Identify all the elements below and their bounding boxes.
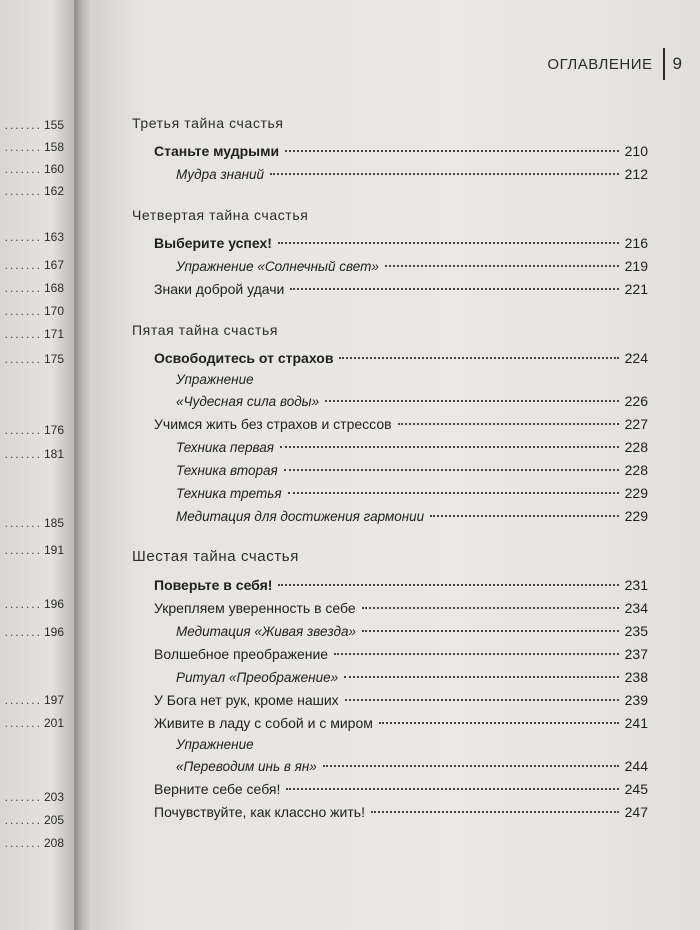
leader-dots: ....... <box>4 543 42 557</box>
entry-title: Почувствуйте, как классно жить! <box>154 804 365 820</box>
toc-entry <box>132 801 648 824</box>
leader-dots <box>288 492 619 494</box>
entry-page-number: 245 <box>624 781 648 797</box>
leader-dots: ....... <box>4 716 42 730</box>
leader-dots: ....... <box>4 258 42 272</box>
left-page-number: 163 <box>43 230 64 244</box>
left-page-number: 176 <box>43 423 64 437</box>
toc-entry <box>132 390 648 413</box>
entry-title: Медитация «Живая звезда» <box>176 624 356 639</box>
entry-page-number: 224 <box>624 350 648 366</box>
leader-dots: ....... <box>4 304 42 318</box>
entry-page-number: 231 <box>624 577 648 593</box>
left-page-entry <box>5 516 64 530</box>
toc-entry <box>132 370 648 390</box>
entry-title: Техника первая <box>176 440 274 455</box>
toc-entry <box>132 778 648 801</box>
entry-page-number: 226 <box>624 393 648 409</box>
entry-page-number: 212 <box>624 166 648 182</box>
leader-dots <box>362 607 619 609</box>
leader-dots: ....... <box>4 625 42 639</box>
entry-page-number: 219 <box>624 258 648 274</box>
left-page-number: 155 <box>43 118 64 132</box>
left-page-entry <box>5 625 64 639</box>
left-page-number: 158 <box>43 140 64 154</box>
left-page-entry <box>5 813 64 827</box>
entry-title: Укрепляем уверенность в себе <box>154 600 356 616</box>
leader-dots <box>344 676 619 678</box>
entry-page-number: 210 <box>624 143 648 159</box>
left-page-number: 181 <box>43 447 64 461</box>
left-page-entry <box>5 118 64 132</box>
section-title: Четвертая тайна счастья <box>132 207 309 223</box>
toc-entry <box>132 232 648 255</box>
left-page-entry <box>5 140 64 154</box>
entry-title: Станьте мудрыми <box>154 143 280 159</box>
leader-dots: ....... <box>4 836 42 850</box>
leader-dots: ....... <box>4 597 42 611</box>
left-page-entry <box>5 693 64 707</box>
toc-section <box>132 112 648 186</box>
entry-page-number: 237 <box>624 646 648 662</box>
toc-entry <box>132 278 648 301</box>
leader-dots <box>398 423 619 425</box>
toc-entry <box>132 643 648 666</box>
left-page-entry <box>5 716 64 730</box>
entry-title: Верните себе себя! <box>154 781 281 797</box>
left-page-number: 203 <box>43 790 64 804</box>
header-divider <box>663 48 665 80</box>
entry-page-number: 244 <box>624 758 648 774</box>
entry-title: Упражнение <box>176 737 254 752</box>
entry-title: Учимся жить без страхов и стрессов <box>154 416 392 432</box>
entry-page-number: 229 <box>624 508 648 524</box>
left-page-number: 196 <box>43 625 64 639</box>
left-page-number: 191 <box>43 543 64 557</box>
leader-dots <box>323 765 619 767</box>
leader-dots: ....... <box>4 230 42 244</box>
toc-section <box>132 546 648 824</box>
leader-dots <box>284 469 619 471</box>
left-page-number: 197 <box>43 693 64 707</box>
left-page-entry <box>5 836 64 850</box>
toc-entry <box>132 140 648 163</box>
toc-entry <box>132 413 648 436</box>
left-page-entry <box>5 230 64 244</box>
leader-dots <box>325 400 619 402</box>
entry-title: Знаки доброй удачи <box>154 281 285 297</box>
toc-entry <box>132 620 648 643</box>
left-page-number: 160 <box>43 162 64 176</box>
leader-dots: ....... <box>4 162 42 176</box>
left-page <box>0 0 74 930</box>
entry-page-number: 239 <box>624 692 648 708</box>
left-page-entry <box>5 790 64 804</box>
left-page-entry <box>5 597 64 611</box>
entry-title: Волшебное преображение <box>154 646 329 662</box>
entry-title: Освободитесь от страхов <box>154 350 334 366</box>
left-page-entry <box>5 327 64 341</box>
leader-dots <box>280 446 619 448</box>
book-gutter <box>74 0 92 930</box>
left-page-entry <box>5 423 64 437</box>
toc-entry <box>132 347 648 370</box>
entry-page-number: 228 <box>624 462 648 478</box>
leader-dots: ....... <box>4 790 42 804</box>
toc-entry <box>132 689 648 712</box>
leader-dots: ....... <box>4 693 42 707</box>
leader-dots: ....... <box>4 118 42 132</box>
leader-dots <box>286 788 618 790</box>
left-page-number: 208 <box>43 836 64 850</box>
leader-dots: ....... <box>4 516 42 530</box>
toc-section <box>132 319 648 528</box>
right-page <box>92 0 700 930</box>
leader-dots <box>278 584 618 586</box>
running-header <box>547 48 682 80</box>
leader-dots: ....... <box>4 813 42 827</box>
entry-title: Техника вторая <box>176 463 278 478</box>
section-title: Пятая тайна счастья <box>132 322 279 338</box>
entry-title: Медитация для достижения гармонии <box>176 509 425 524</box>
entry-page-number: 216 <box>624 235 648 251</box>
leader-dots <box>379 722 619 724</box>
toc-entry <box>132 459 648 482</box>
entry-page-number: 234 <box>624 600 648 616</box>
entry-title: Живите в ладу с собой и с миром <box>154 715 373 731</box>
entry-title: Ритуал «Преображение» <box>176 670 339 685</box>
toc-entry <box>132 666 648 689</box>
entry-page-number: 221 <box>624 281 648 297</box>
toc-entry <box>132 712 648 735</box>
left-page-number: 196 <box>43 597 64 611</box>
leader-dots: ....... <box>4 327 42 341</box>
leader-dots <box>371 811 619 813</box>
left-page-entry <box>5 304 64 318</box>
leader-dots <box>285 150 619 152</box>
left-page-number: 168 <box>43 281 64 295</box>
leader-dots: ....... <box>4 423 42 437</box>
entry-page-number: 238 <box>624 669 648 685</box>
left-page-entry <box>5 281 64 295</box>
entry-title: Техника третья <box>176 486 282 501</box>
toc-section <box>132 204 648 301</box>
entry-title: Поверьте в себя! <box>154 577 273 593</box>
left-page-number: 171 <box>43 327 64 341</box>
entry-page-number: 228 <box>624 439 648 455</box>
left-page-entry <box>5 184 64 198</box>
left-page-entry <box>5 162 64 176</box>
entry-page-number: 229 <box>624 485 648 501</box>
entry-title: Упражнение <box>176 372 254 387</box>
entry-title: У Бога нет рук, кроме наших <box>154 692 339 708</box>
toc-entry <box>132 505 648 528</box>
left-page-number: 205 <box>43 813 64 827</box>
leader-dots <box>385 265 619 267</box>
toc-entry <box>132 574 648 597</box>
entry-page-number: 247 <box>624 804 648 820</box>
left-page-entry <box>5 543 64 557</box>
toc-entry <box>132 597 648 620</box>
leader-dots: ....... <box>4 281 42 295</box>
entry-title: Мудра знаний <box>176 167 265 182</box>
entry-page-number: 241 <box>624 715 648 731</box>
section-title: Третья тайна счастья <box>132 115 284 131</box>
toc-entry <box>132 255 648 278</box>
leader-dots: ....... <box>4 184 42 198</box>
toc-entry <box>132 735 648 755</box>
leader-dots <box>362 630 619 632</box>
entry-page-number: 227 <box>624 416 648 432</box>
toc-entry <box>132 755 648 778</box>
leader-dots <box>334 653 619 655</box>
left-page-number: 170 <box>43 304 64 318</box>
left-page-number: 167 <box>43 258 64 272</box>
section-title: Шестая тайна счастья <box>132 548 299 565</box>
toc-entry <box>132 163 648 186</box>
table-of-contents <box>132 112 648 842</box>
leader-dots <box>290 288 618 290</box>
leader-dots: ....... <box>4 352 42 366</box>
toc-entry <box>132 436 648 459</box>
left-page-number: 185 <box>43 516 64 530</box>
left-page-number: 201 <box>43 716 64 730</box>
left-page-entry <box>5 352 64 366</box>
page-number: 9 <box>672 54 682 73</box>
entry-page-number: 235 <box>624 623 648 639</box>
entry-title: Упражнение «Солнечный свет» <box>176 259 379 274</box>
left-page-entry <box>5 447 64 461</box>
entry-title: «Чудесная сила воды» <box>176 394 320 409</box>
running-header-title: ОГЛАВЛЕНИЕ <box>547 55 653 73</box>
entry-title: Выберите успех! <box>154 235 272 251</box>
entry-title: «Переводим инь в ян» <box>176 759 317 774</box>
left-page-number: 162 <box>43 184 64 198</box>
leader-dots <box>430 515 618 517</box>
leader-dots <box>270 173 619 175</box>
left-page-entry <box>5 258 64 272</box>
leader-dots <box>345 699 619 701</box>
left-page-number: 175 <box>43 352 64 366</box>
toc-entry <box>132 482 648 505</box>
leader-dots <box>339 357 618 359</box>
leader-dots: ....... <box>4 447 42 461</box>
leader-dots <box>278 242 619 244</box>
leader-dots: ....... <box>4 140 42 154</box>
